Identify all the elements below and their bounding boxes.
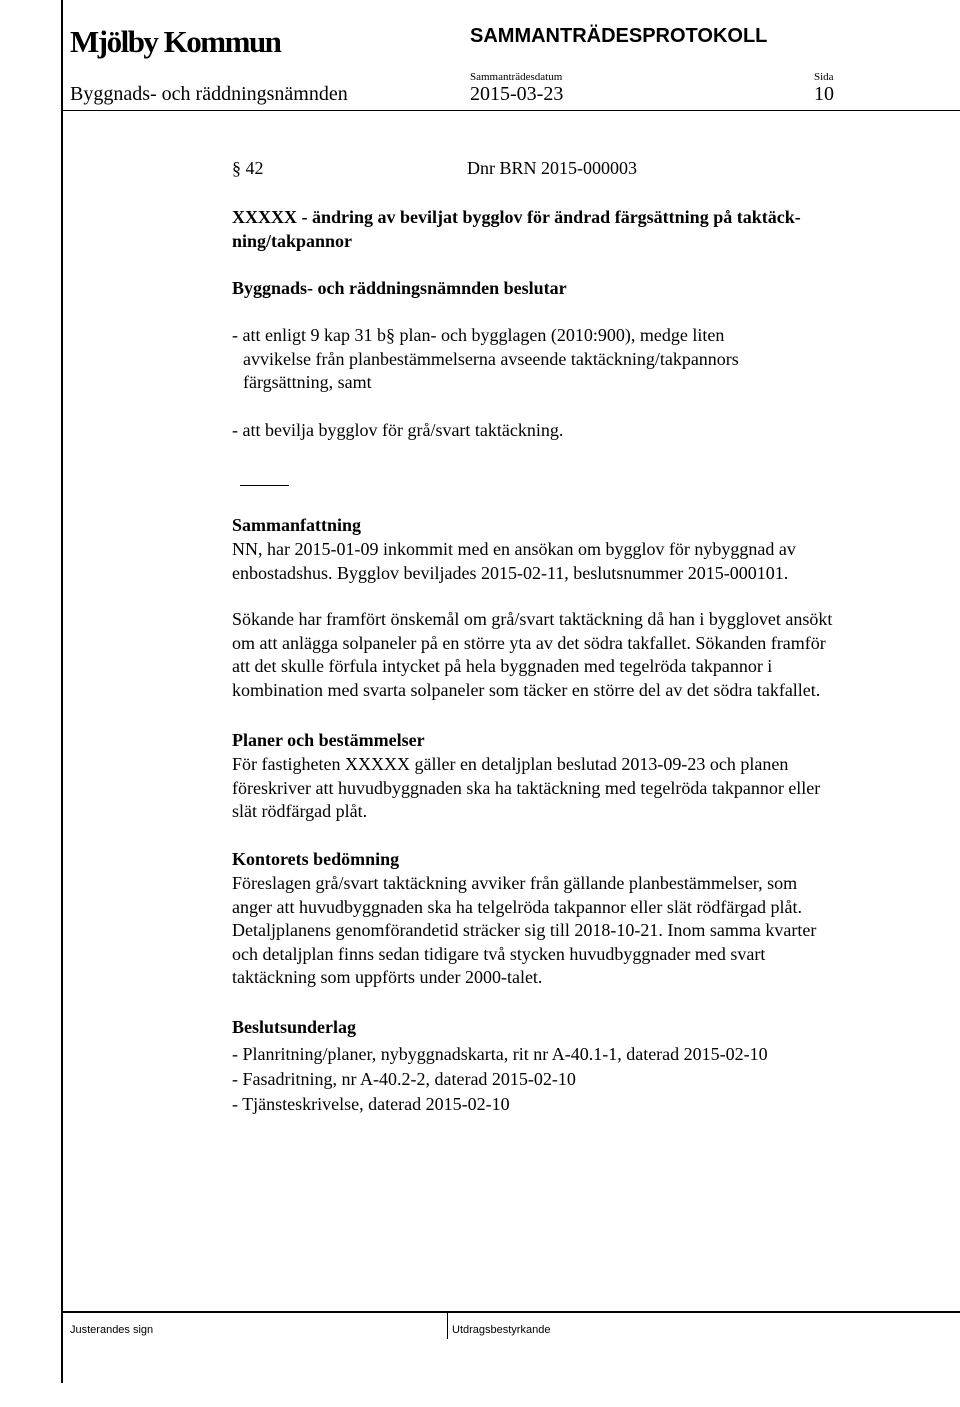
decision-heading: Byggnads- och räddningsnämnden beslutar	[232, 278, 567, 298]
plans-heading: Planer och bestämmelser	[232, 730, 425, 750]
list-item: - Fasadritning, nr A-40.2-2, daterad 2015-02-10	[232, 1069, 576, 1089]
decision-item-2: - att bevilja bygglov för grå/svart taktäckning.	[232, 420, 564, 440]
list-item: - Tjänsteskrivelse, daterad 2015-02-10	[232, 1094, 510, 1114]
extract-certification-label: Utdragsbestyrkande	[452, 1324, 551, 1336]
board-name: Byggnads- och räddningsnämnden	[70, 83, 348, 105]
list-item: - Planritning/planer, nybyggnadskarta, rit nr A-40.1-1, daterad 2015-02-10	[232, 1044, 768, 1064]
assessment-heading: Kontorets bedömning	[232, 849, 400, 869]
plans-paragraph: För fastigheten XXXXX gäller en detaljplan beslutad 2013-09-23 och planen föreskriver att huvudbyggnaden ska ha taktäckning med tegelröda takpannor eller slät rödfärgad plåt.	[232, 754, 821, 821]
date-label: Sammanträdesdatum	[470, 71, 563, 83]
case-title: XXXXX - ändring av beviljat bygglov för ändrad färgsättning på taktäck- ning/takpannor	[232, 207, 801, 251]
page-label: Sida	[814, 71, 834, 83]
meeting-date: 2015-03-23	[470, 83, 564, 105]
assessment-paragraph: Föreslagen grå/svart taktäckning avviker från gällande planbestämmelser, som anger att huvudbyggnaden ska ha telgelröda takpannor eller slät rödfärgad plåt. Detaljplanens genomförandetid sträcker sig till 2018-10-21. Inom samma kvarter och detaljplan finns sedan tidigare två stycken huvudbyggnader med svart taktäckning som uppförts under 2000-talet.	[232, 873, 817, 987]
summary-heading: Sammanfattning	[232, 515, 362, 535]
summary-paragraph-1: NN, har 2015-01-09 inkommit med en ansökan om bygglov för nybyggnad av enbostadshus. Bygglov beviljades 2015-02-11, beslutsnummer 2015-000101.	[232, 539, 796, 583]
footer-rule	[61, 1311, 960, 1313]
basis-list	[232, 1042, 768, 1117]
adjuster-signature-label: Justerandes sign	[70, 1324, 154, 1336]
section-separator	[240, 485, 289, 486]
summary-paragraph-2: Sökande har framfört önskemål om grå/svart taktäckning då han i bygglovet ansökt om att anlägga solpaneler på en större yta av det södra takfallet. Sökanden framför att det skulle förfula intycket på hela byggnaden med tegelröda takpannor i kombination med svarta solpaneler som täcker en större del av det södra takfallet.	[232, 609, 833, 700]
footer-divider	[447, 1313, 448, 1339]
municipality-logo: Mjölby Kommun	[70, 24, 281, 59]
page-number: 10	[814, 83, 834, 105]
paragraph-number: § 42	[232, 158, 264, 178]
diary-number: Dnr BRN 2015-000003	[467, 158, 637, 178]
document-type: SAMMANTRÄDESPROTOKOLL	[470, 25, 768, 47]
left-margin-rule	[61, 0, 63, 1383]
decision-item-1: - att enligt 9 kap 31 b§ plan- och bygglagen (2010:900), medge liten avvikelse från planbestämmelserna avseende taktäckning/takpannors färgsättning, samt	[232, 325, 739, 392]
header-rule	[61, 110, 960, 111]
basis-heading: Beslutsunderlag	[232, 1017, 357, 1037]
